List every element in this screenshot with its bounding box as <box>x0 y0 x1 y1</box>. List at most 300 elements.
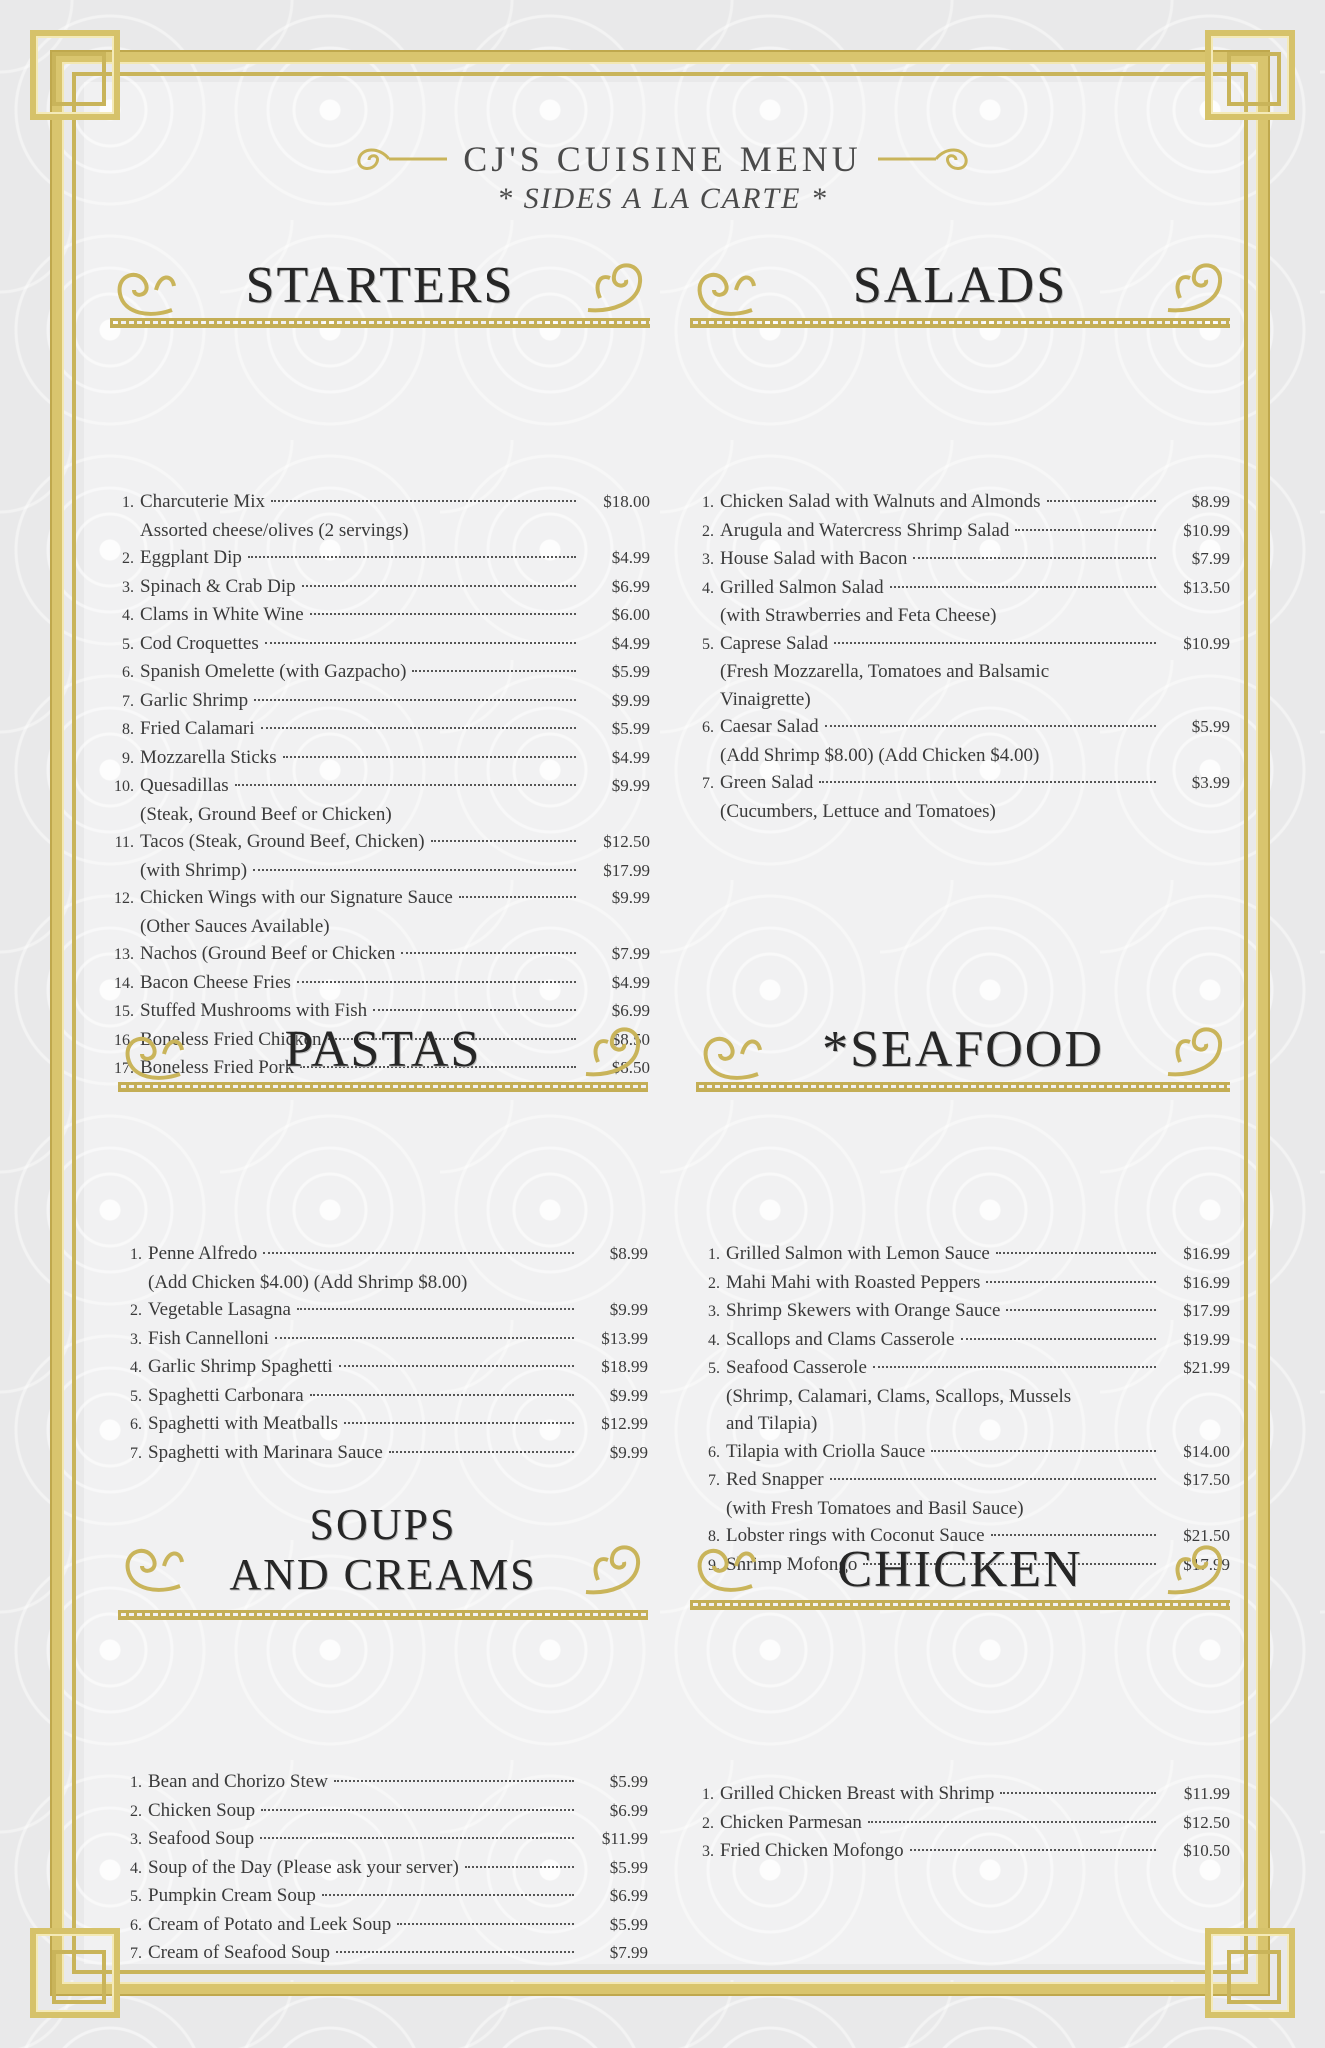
menu-item-price: $10.99 <box>1183 633 1230 653</box>
menu-item-number: 7. <box>130 1444 142 1462</box>
dot-leader <box>459 896 576 898</box>
menu-list <box>690 1780 1230 1866</box>
menu-item-number: 5. <box>708 1360 720 1377</box>
dot-leader <box>260 1837 574 1839</box>
section-heading: SALADS <box>852 257 1068 314</box>
section-divider <box>118 1082 648 1092</box>
menu-item-price: $16.99 <box>1183 1272 1230 1292</box>
menu-item <box>696 1240 1230 1269</box>
menu-item-price: $11.99 <box>1183 1784 1230 1803</box>
menu-item-name: Shrimp Mofongo <box>726 1553 858 1575</box>
dot-leader <box>834 642 1156 644</box>
menu-item-name: (with Shrimp) <box>140 859 248 881</box>
dot-leader <box>1006 1309 1156 1311</box>
menu-item-number: 7. <box>702 775 714 792</box>
menu-item-price: $9.99 <box>611 776 650 795</box>
menu-item <box>110 772 650 801</box>
menu-item-description: Vinaigrette) <box>720 688 811 710</box>
section-banner <box>118 1010 648 1110</box>
menu-item-price: $7.99 <box>611 944 650 963</box>
section-divider <box>690 1600 1230 1610</box>
section-heading: PASTAS <box>284 1021 482 1078</box>
menu-item-name: Tacos (Steak, Ground Beef, Chicken) <box>140 831 425 852</box>
corner-ornament-icon <box>1205 1928 1295 2018</box>
menu-item-number: 1. <box>130 1774 142 1791</box>
menu-item-number: 2. <box>122 550 134 567</box>
menu-item-number: 11. <box>114 834 134 851</box>
menu-item-price: $6.00 <box>611 605 650 624</box>
dot-leader <box>868 1821 1156 1823</box>
menu-item-number: 2. <box>708 1274 720 1292</box>
section-divider <box>118 1610 648 1620</box>
section-heading: CHICKEN <box>837 1541 1083 1598</box>
menu-item <box>118 1353 648 1382</box>
menu-item-description: and Tilapia) <box>726 1413 818 1434</box>
dot-leader <box>297 1308 574 1310</box>
menu-item <box>690 1780 1230 1809</box>
menu-item <box>690 574 1230 603</box>
menu-item-price: $4.99 <box>611 548 650 567</box>
menu-item-price: $6.99 <box>611 576 650 596</box>
dot-leader <box>825 725 1156 727</box>
menu-item-price: $10.99 <box>1183 520 1230 540</box>
menu-item-name: Mozzarella Sticks <box>140 746 277 768</box>
dot-leader <box>310 613 576 615</box>
menu-item-name: Grilled Salmon Salad <box>720 576 884 598</box>
menu-item-name: Nachos (Ground Beef or Chicken <box>140 943 396 964</box>
menu-item-price: $16.99 <box>1183 1244 1230 1263</box>
menu-item-price: $9.99 <box>611 690 650 710</box>
flourish-left-icon <box>349 142 449 176</box>
section-divider <box>690 318 1230 328</box>
menu-item-name: Caesar Salad <box>720 716 819 737</box>
menu-item-price: $5.99 <box>609 1772 648 1791</box>
menu-item-price: $18.00 <box>603 492 650 511</box>
section-banner <box>110 246 650 346</box>
menu-item <box>110 687 650 716</box>
dot-leader <box>248 556 576 558</box>
dot-leader <box>275 1337 574 1339</box>
menu-item <box>690 1837 1230 1866</box>
menu-item-number: 3. <box>702 551 714 568</box>
menu-item-description: (Shrimp, Calamari, Clams, Scallops, Mussels <box>726 1385 1072 1407</box>
menu-item-number: 1. <box>122 494 134 511</box>
flourish-right-icon <box>876 142 976 176</box>
menu-item-price: $9.99 <box>611 888 650 907</box>
section-banner <box>690 246 1230 346</box>
menu-item <box>690 488 1230 517</box>
dot-leader <box>1000 1792 1156 1794</box>
menu-item-price: $14.00 <box>1183 1441 1230 1461</box>
menu-item-name: Grilled Salmon with Lemon Sauce <box>726 1243 990 1264</box>
menu-item <box>110 857 650 885</box>
dot-leader <box>910 1849 1156 1851</box>
menu-item-number: 1. <box>702 1786 714 1803</box>
menu-item-price: $7.99 <box>1191 549 1230 568</box>
menu-item-name: Spaghetti with Marinara Sauce <box>148 1441 383 1463</box>
menu-item-name: Chicken Soup <box>148 1799 256 1821</box>
menu-subtitle: * SIDES A LA CARTE * <box>497 182 828 215</box>
scroll-ornament-icon <box>580 254 650 314</box>
menu-list <box>110 488 650 1083</box>
menu-item <box>690 517 1230 546</box>
menu-item <box>118 1911 648 1940</box>
menu-item-number: 2. <box>130 1802 142 1820</box>
menu-item-name: Mahi Mahi with Roasted Peppers <box>726 1271 981 1293</box>
scroll-ornament-icon <box>1160 254 1230 314</box>
menu-item-number: 8. <box>708 1528 720 1545</box>
menu-item-name: Spinach & Crab Dip <box>140 575 296 597</box>
menu-item-number: 16. <box>114 1031 134 1049</box>
dot-leader <box>297 981 576 983</box>
menu-item-price: $4.99 <box>611 972 650 992</box>
menu-item-number: 5. <box>702 635 714 653</box>
menu-item <box>118 1439 648 1468</box>
menu-item-price: $6.99 <box>609 1800 648 1820</box>
menu-item-description: (Steak, Ground Beef or Chicken) <box>140 803 392 825</box>
menu-item <box>696 1326 1230 1355</box>
menu-item <box>696 1269 1230 1298</box>
menu-item-price: $13.99 <box>601 1328 648 1348</box>
menu-item-number: 4. <box>708 1331 720 1349</box>
menu-item-name: Fried Calamari <box>140 718 255 739</box>
menu-item-name: Grilled Chicken Breast with Shrimp <box>720 1783 995 1804</box>
section-starters <box>110 246 650 1083</box>
menu-item-price: $6.99 <box>611 1001 650 1020</box>
menu-item-name: Tilapia with Criolla Sauce <box>726 1440 926 1462</box>
menu-item-price: $8.99 <box>1191 492 1230 511</box>
menu-item-number: 4. <box>122 607 134 624</box>
menu-item-price: $5.99 <box>1191 717 1230 736</box>
menu-item-name: Cod Croquettes <box>140 632 259 654</box>
menu-item-description: Assorted cheese/olives (2 servings) <box>140 519 409 541</box>
menu-item-description: (Fresh Mozzarella, Tomatoes and Balsamic <box>720 661 1050 682</box>
menu-item-name: Soup of the Day (Please ask your server) <box>148 1856 459 1878</box>
menu-item <box>690 713 1230 742</box>
menu-item-description: (Add Shrimp $8.00) (Add Chicken $4.00) <box>720 744 1040 766</box>
menu-item-price: $12.50 <box>1183 1812 1230 1832</box>
menu-item-number: 2. <box>702 1814 714 1832</box>
menu-item <box>110 744 650 773</box>
dot-leader <box>397 1923 574 1925</box>
menu-item-number: 15. <box>114 1003 134 1020</box>
menu-item-name: Lobster rings with Coconut Sauce <box>726 1525 985 1546</box>
menu-item <box>118 1325 648 1354</box>
menu-item-name: Spaghetti Carbonara <box>148 1384 304 1406</box>
menu-item-number: 4. <box>702 579 714 597</box>
scroll-ornament-icon <box>1160 1018 1230 1078</box>
menu-item <box>110 658 650 687</box>
menu-item <box>110 630 650 659</box>
scroll-ornament-icon <box>578 1018 648 1078</box>
menu-item-name: Vegetable Lasagna <box>148 1299 291 1320</box>
menu-item-number: 3. <box>702 1843 714 1860</box>
dot-leader <box>253 869 576 871</box>
menu-item-price: $21.99 <box>1183 1358 1230 1377</box>
menu-item-price: $12.99 <box>601 1414 648 1433</box>
menu-item-price: $17.99 <box>1183 1301 1230 1320</box>
menu-item-name: Shrimp Skewers with Orange Sauce <box>726 1300 1001 1321</box>
menu-item-number: 6. <box>130 1416 142 1433</box>
menu-item-name: Cream of Potato and Leek Soup <box>148 1913 392 1935</box>
menu-item <box>110 884 650 913</box>
menu-item-price: $17.99 <box>603 860 650 880</box>
menu-item-name: Clams in White Wine <box>140 604 304 625</box>
menu-item-price: $8.99 <box>609 1244 648 1263</box>
menu-item-number: 14. <box>114 974 134 992</box>
menu-item-price: $18.99 <box>601 1357 648 1376</box>
scroll-ornament-icon <box>1160 1536 1230 1596</box>
menu-item-number: 6. <box>122 664 134 681</box>
dot-leader <box>283 756 576 758</box>
menu-item-price: $10.50 <box>1183 1841 1230 1860</box>
menu-item-price: $9.99 <box>609 1385 648 1405</box>
menu-item-price: $8.50 <box>611 1029 650 1049</box>
dot-leader <box>334 1780 574 1782</box>
menu-item-name: Caprese Salad <box>720 632 829 654</box>
menu-item-price: $4.99 <box>611 633 650 653</box>
menu-item-number: 7. <box>130 1945 142 1962</box>
menu-item <box>690 769 1230 798</box>
menu-item <box>110 601 650 630</box>
dot-leader <box>996 1252 1156 1254</box>
menu-item <box>110 573 650 602</box>
menu-item-price: $8.50 <box>611 1058 650 1077</box>
dot-leader <box>465 1866 574 1868</box>
section-chicken <box>690 1500 1230 1866</box>
menu-item-number: 3. <box>130 1330 142 1348</box>
dot-leader <box>1015 529 1156 531</box>
menu-item-price: $5.99 <box>609 1914 648 1934</box>
menu-item-price: $17.99 <box>1183 1554 1230 1574</box>
menu-item-number: 7. <box>122 692 134 710</box>
menu-item-number: 4. <box>130 1359 142 1376</box>
section-seafood <box>696 1010 1230 1579</box>
menu-item-price: $13.50 <box>1183 577 1230 597</box>
menu-item <box>110 488 650 517</box>
menu-item-number: 13. <box>114 946 134 963</box>
menu-item <box>118 1939 648 1968</box>
dot-leader <box>339 1365 574 1367</box>
menu-item-number: 5. <box>130 1387 142 1405</box>
dot-leader <box>389 1451 574 1453</box>
menu-item-number: 3. <box>122 578 134 596</box>
menu-item-name: Seafood Soup <box>148 1828 255 1849</box>
dot-leader <box>271 500 576 502</box>
dot-leader <box>931 1450 1156 1452</box>
menu-item-name: Garlic Shrimp Spaghetti <box>148 1356 333 1377</box>
section-banner <box>696 1010 1230 1110</box>
section-salads <box>690 246 1230 825</box>
dot-leader <box>819 781 1156 783</box>
menu-item-number: 4. <box>130 1859 142 1877</box>
menu-item-name: Penne Alfredo <box>148 1243 258 1264</box>
menu-item <box>118 1882 648 1911</box>
dot-leader <box>235 784 576 786</box>
menu-item-name: Quesadillas <box>140 775 229 796</box>
dot-leader <box>961 1338 1157 1340</box>
menu-list <box>118 1240 648 1467</box>
menu-item <box>118 1240 648 1269</box>
menu-item <box>110 715 650 744</box>
menu-item <box>110 828 650 857</box>
menu-item-name: Fried Chicken Mofongo <box>720 1840 904 1861</box>
menu-item-price: $19.99 <box>1183 1329 1230 1349</box>
menu-item-name: Spanish Omelette (with Gazpacho) <box>140 661 407 682</box>
menu-item-number: 6. <box>130 1916 142 1934</box>
menu-item-number: 17. <box>114 1060 134 1077</box>
dot-leader <box>913 557 1156 559</box>
dot-leader <box>830 1478 1156 1480</box>
menu-item <box>118 1854 648 1883</box>
menu-item-name: Red Snapper <box>726 1469 824 1490</box>
menu-item-price: $5.99 <box>611 662 650 681</box>
menu-item-number: 10. <box>114 778 134 795</box>
dot-leader <box>261 1809 574 1811</box>
menu-item-price: $21.50 <box>1183 1526 1230 1545</box>
menu-item-price: $5.99 <box>611 719 650 738</box>
menu-item-name: Boneless Fried Chicken <box>140 1028 322 1050</box>
dot-leader <box>412 670 576 672</box>
section-heading-line: SOUPS <box>309 1500 457 1549</box>
menu-list <box>118 1768 648 1968</box>
menu-item-name: Cream of Seafood Soup <box>148 1942 331 1963</box>
menu-item-number: 1. <box>708 1246 720 1263</box>
dot-leader <box>890 586 1156 588</box>
menu-item-name: Green Salad <box>720 772 814 793</box>
menu-item-price: $11.99 <box>601 1829 648 1848</box>
menu-item <box>118 1797 648 1826</box>
menu-item-name: Pumpkin Cream Soup <box>148 1885 316 1906</box>
menu-item-name: Fish Cannelloni <box>148 1327 269 1349</box>
menu-item-price: $4.99 <box>611 747 650 767</box>
menu-item <box>118 1382 648 1411</box>
dot-leader <box>310 1394 574 1396</box>
menu-item <box>110 940 650 969</box>
dot-leader <box>254 699 576 701</box>
menu-item-number: 7. <box>708 1472 720 1489</box>
menu-item-name: Bean and Chorizo Stew <box>148 1771 328 1792</box>
menu-item-price: $3.99 <box>1191 773 1230 792</box>
menu-item-number: 9. <box>122 749 134 767</box>
menu-item-name: Charcuterie Mix <box>140 491 266 512</box>
menu-item <box>118 1296 648 1325</box>
scroll-ornament-icon <box>578 1536 648 1596</box>
menu-item-price: $17.50 <box>1183 1470 1230 1489</box>
menu-item <box>690 630 1230 659</box>
menu-item <box>696 1438 1230 1467</box>
menu-item-name: Garlic Shrimp <box>140 689 249 711</box>
menu-item-number: 1. <box>130 1246 142 1263</box>
menu-item <box>118 1768 648 1797</box>
menu-item <box>118 1825 648 1854</box>
menu-item-price: $9.99 <box>609 1300 648 1319</box>
menu-item-description: (Add Chicken $4.00) (Add Shrimp $8.00) <box>148 1271 468 1293</box>
menu-list <box>690 488 1230 825</box>
menu-item-name: Seafood Casserole <box>726 1357 867 1378</box>
menu-item-number: 8. <box>122 721 134 738</box>
menu-item-number: 6. <box>702 719 714 736</box>
dot-leader <box>431 840 576 842</box>
dot-leader <box>336 1951 574 1953</box>
menu-item-description: (with Fresh Tomatoes and Basil Sauce) <box>726 1497 1024 1519</box>
menu-item <box>690 545 1230 574</box>
section-soups <box>118 1500 648 1968</box>
menu-item-name: Spaghetti with Meatballs <box>148 1413 338 1434</box>
menu-item-name: Eggplant Dip <box>140 547 242 568</box>
menu-item-number: 9. <box>708 1556 720 1574</box>
dot-leader <box>261 727 577 729</box>
dot-leader <box>265 642 576 644</box>
menu-item-number: 6. <box>708 1443 720 1461</box>
section-heading: STARTERS <box>245 257 515 314</box>
section-divider <box>696 1082 1230 1092</box>
menu-item-number: 5. <box>130 1888 142 1905</box>
section-heading-line: AND CREAMS <box>229 1550 537 1599</box>
menu-item <box>110 969 650 998</box>
corner-ornament-icon <box>1205 30 1295 120</box>
section-heading <box>118 1500 648 1600</box>
menu-item-price: $6.99 <box>609 1886 648 1905</box>
dot-leader <box>302 585 576 587</box>
menu-item-name: Chicken Salad with Walnuts and Almonds <box>720 491 1041 512</box>
dot-leader <box>322 1894 574 1896</box>
section-divider <box>110 318 650 328</box>
dot-leader <box>401 952 576 954</box>
menu-item-number: 3. <box>708 1303 720 1320</box>
menu-item-price: $5.99 <box>609 1857 648 1877</box>
section-banner <box>118 1500 648 1600</box>
menu-item-name: Scallops and Clams Casserole <box>726 1328 955 1350</box>
menu-title: CJ'S CUISINE MENU <box>463 139 862 179</box>
menu-item-number: 12. <box>114 890 134 907</box>
dot-leader <box>263 1252 574 1254</box>
dot-leader <box>344 1422 574 1424</box>
menu-item <box>696 1354 1230 1383</box>
menu-item-number: 5. <box>122 635 134 653</box>
dot-leader <box>1047 500 1156 502</box>
menu-item-description: (Other Sauces Available) <box>140 915 330 937</box>
menu-item-price: $9.99 <box>609 1442 648 1462</box>
menu-item <box>110 544 650 573</box>
menu-item-name: Bacon Cheese Fries <box>140 971 291 993</box>
menu-item-number: 1. <box>702 494 714 511</box>
menu-item-description: (with Strawberries and Feta Cheese) <box>720 605 997 626</box>
menu-item-name: Chicken Parmesan <box>720 1811 862 1833</box>
menu-header <box>0 138 1325 216</box>
menu-item <box>690 1809 1230 1838</box>
menu-item-description: (Cucumbers, Lettuce and Tomatoes) <box>720 800 996 822</box>
section-heading: *SEAFOOD <box>822 1021 1104 1078</box>
dot-leader <box>873 1366 1156 1368</box>
menu-item-number: 3. <box>130 1831 142 1848</box>
section-banner <box>690 1500 1230 1600</box>
section-pastas <box>118 1010 648 1467</box>
menu-item-number: 2. <box>130 1302 142 1319</box>
menu-item-name: Stuffed Mushrooms with Fish <box>140 1000 368 1021</box>
menu-item <box>696 1466 1230 1495</box>
menu-item-name: Boneless Fried Pork <box>140 1057 295 1078</box>
menu-item-name: Arugula and Watercress Shrimp Salad <box>720 519 1010 541</box>
menu-item-name: House Salad with Bacon <box>720 548 908 569</box>
corner-ornament-icon <box>30 1928 120 2018</box>
dot-leader <box>986 1281 1156 1283</box>
menu-item <box>696 1297 1230 1326</box>
menu-item <box>118 1410 648 1439</box>
corner-ornament-icon <box>30 30 120 120</box>
menu-item-name: Chicken Wings with our Signature Sauce <box>140 887 453 908</box>
menu-item-price: $12.50 <box>603 832 650 851</box>
